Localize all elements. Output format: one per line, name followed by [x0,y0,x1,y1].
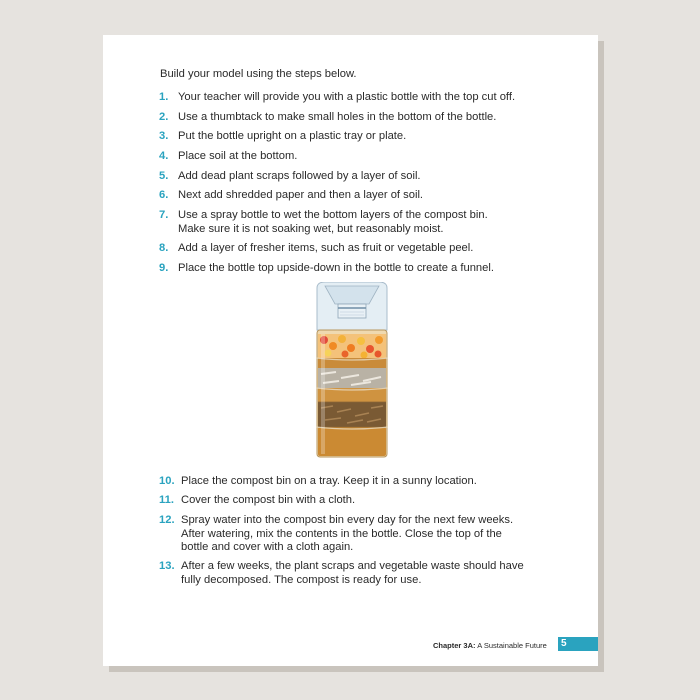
step-number: 10. [159,475,175,487]
step-text: After a few weeks, the plant scraps and vegetable waste should have fully decomposed. The compost is ready for use. [181,560,524,586]
step-3 [159,130,559,144]
step-number: 2. [159,111,169,123]
step-13 [159,560,524,587]
step-number: 9. [159,262,169,274]
step-number: 3. [159,130,169,142]
step-2 [159,111,559,125]
step-text: Cover the compost bin with a cloth. [181,494,356,506]
step-number: 4. [159,150,169,162]
page-number-tab [558,637,598,651]
step-6 [159,189,559,203]
step-text: Use a spray bottle to wet the bottom layers of the compost bin. Make sure it is not soaking wet, but reasonably moist. [178,209,488,235]
chapter-title: A Sustainable Future [477,641,547,650]
step-number: 1. [159,91,169,103]
step-text: Place soil at the bottom. [178,150,298,162]
compost-bottle-illustration [311,282,393,459]
step-4 [159,150,559,164]
step-11 [159,494,559,508]
step-1 [159,91,559,105]
document-page [103,35,598,666]
step-text: Use a thumbtack to make small holes in the bottom of the bottle. [178,111,497,123]
chapter-label: Chapter 3A: [433,641,476,650]
step-number: 8. [159,242,169,254]
step-number: 6. [159,189,169,201]
step-text: Put the bottle upright on a plastic tray or plate. [178,130,407,142]
page-number: 5 [561,638,567,649]
step-text: Add a layer of fresher items, such as fruit or vegetable peel. [178,242,474,254]
step-text: Place the bottle top upside-down in the bottle to create a funnel. [178,262,494,274]
step-7 [159,209,504,236]
step-number: 7. [159,209,169,221]
footer-chapter [433,641,547,650]
step-text: Spray water into the compost bin every day for the next few weeks. After watering, mix the contents in the bottle. Close the top of the bottle and cover with a cloth again. [181,514,514,553]
step-8 [159,242,559,256]
step-text: Place the compost bin on a tray. Keep it in a sunny location. [181,475,477,487]
step-12 [159,514,519,555]
step-number: 11. [159,494,174,506]
intro-text: Build your model using the steps below. [160,68,357,80]
step-10 [159,475,559,489]
step-number: 13. [159,560,175,572]
step-5 [159,170,559,184]
step-number: 12. [159,514,175,526]
step-text: Next add shredded paper and then a layer of soil. [178,189,424,201]
step-text: Your teacher will provide you with a plastic bottle with the top cut off. [178,91,516,103]
step-text: Add dead plant scraps followed by a layer of soil. [178,170,421,182]
step-9 [159,262,559,276]
step-number: 5. [159,170,169,182]
